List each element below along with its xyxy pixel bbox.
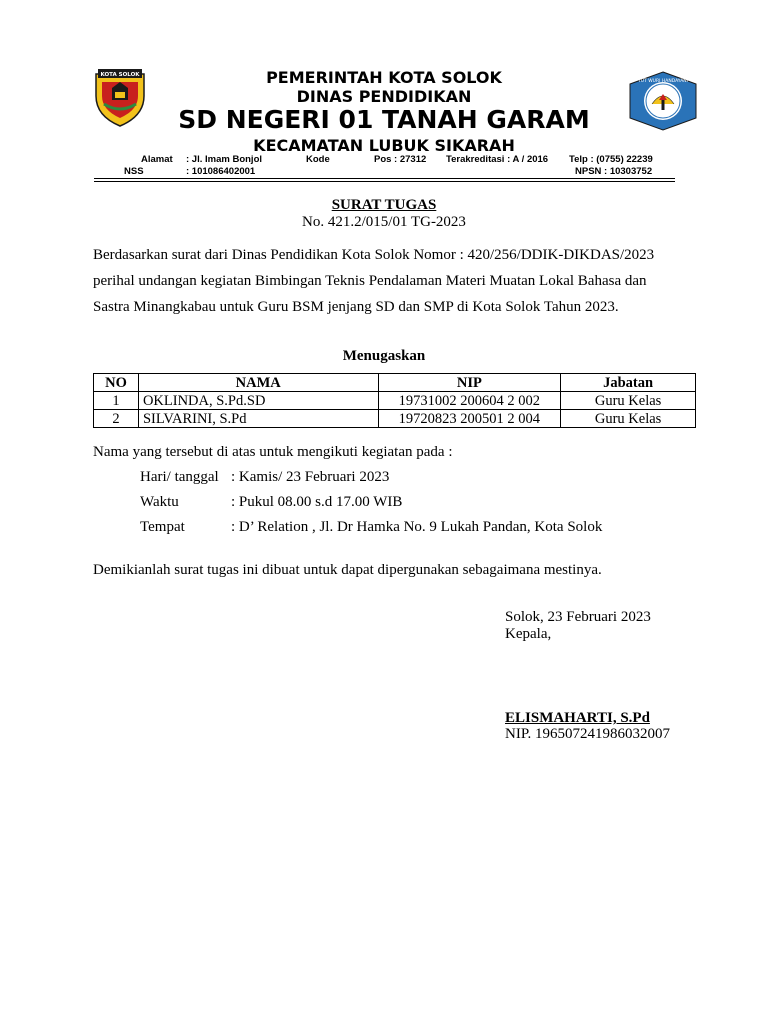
detail-label-place: Tempat xyxy=(140,519,185,535)
table-row xyxy=(94,392,696,410)
table-row xyxy=(94,410,696,428)
detail-value-time: : Pukul 08.00 s.d 17.00 WIB xyxy=(231,494,403,510)
column-header-jabatan: Jabatan xyxy=(561,374,696,392)
column-header-nip: NIP xyxy=(378,374,561,392)
nss-label: NSS xyxy=(124,166,144,177)
letterhead-district: KECAMATAN LUBUK SIKARAH xyxy=(253,136,515,155)
cell-nip: 19720823 200501 2 004 xyxy=(378,410,561,428)
menugaskan-heading: Menugaskan xyxy=(342,348,426,364)
intro-text: Nama yang tersebut di atas untuk mengikuti kegiatan pada : xyxy=(93,444,453,460)
cell-nama: SILVARINI, S.Pd xyxy=(138,410,378,428)
npsn: NPSN : 10303752 xyxy=(575,166,653,177)
logo-left-text: KOTA SOLOK xyxy=(100,72,140,78)
cell-jabatan: Guru Kelas xyxy=(561,392,696,410)
address-value: : Jl. Imam Bonjol xyxy=(186,154,263,165)
column-header-nama: NAMA xyxy=(138,374,378,392)
detail-value-date: : Kamis/ 23 Februari 2023 xyxy=(231,469,390,485)
cell-no: 2 xyxy=(94,410,139,428)
postal-code-label: Kode xyxy=(306,154,330,165)
signature-position: Kepala, xyxy=(505,626,552,642)
telephone: Telp : (0755) 22239 xyxy=(569,154,653,165)
closing-text: Demikianlah surat tugas ini dibuat untuk dapat dipergunakan sebagaimana mestinya. xyxy=(93,562,602,578)
paragraph-line: perihal undangan kegiatan Bimbingan Teknis Pendalaman Materi Muatan Lokal Bahasa dan xyxy=(93,273,647,289)
detail-label-date: Hari/ tanggal xyxy=(140,469,219,485)
letterhead-school-name: SD NEGERI 01 TANAH GARAM xyxy=(178,105,590,134)
letterhead-department: DINAS PENDIDIKAN xyxy=(296,87,472,106)
postal-code: Pos : 27312 xyxy=(374,154,427,165)
detail-label-time: Waktu xyxy=(140,494,179,510)
column-header-no: NO xyxy=(94,374,139,392)
table-header-row xyxy=(94,374,696,392)
accreditation: Terakreditasi : A / 2016 xyxy=(446,154,549,165)
paragraph-line: Berdasarkan surat dari Dinas Pendidikan Kota Solok Nomor : 420/256/DDIK-DIKDAS/2023 xyxy=(93,247,655,263)
letterhead-divider-thin xyxy=(94,181,675,182)
cell-nip: 19731002 200604 2 002 xyxy=(378,392,561,410)
letter-title: SURAT TUGAS xyxy=(331,197,437,213)
letterhead-divider xyxy=(94,178,675,179)
address-label: Alamat xyxy=(141,154,173,165)
paragraph-line: Sastra Minangkabau untuk Guru BSM jenjang SD dan SMP di Kota Solok Tahun 2023. xyxy=(93,299,619,315)
signature-name: ELISMAHARTI, S.Pd xyxy=(505,710,650,726)
staff-table xyxy=(93,373,696,428)
logo-right-text: TUT WURI HANDAYANI xyxy=(638,79,688,84)
cell-nama: OKLINDA, S.Pd.SD xyxy=(138,392,378,410)
signature-nip: NIP. 196507241986032007 xyxy=(505,726,671,742)
cell-no: 1 xyxy=(94,392,139,410)
cell-jabatan: Guru Kelas xyxy=(561,410,696,428)
letter-number: No. 421.2/015/01 TG-2023 xyxy=(302,214,466,230)
signature-place-date: Solok, 23 Februari 2023 xyxy=(505,609,651,625)
detail-value-place: : D’ Relation , Jl. Dr Hamka No. 9 Lukah Pandan, Kota Solok xyxy=(231,519,603,535)
nss-value: : 101086402001 xyxy=(186,166,256,177)
letterhead-government: PEMERINTAH KOTA SOLOK xyxy=(266,68,502,87)
